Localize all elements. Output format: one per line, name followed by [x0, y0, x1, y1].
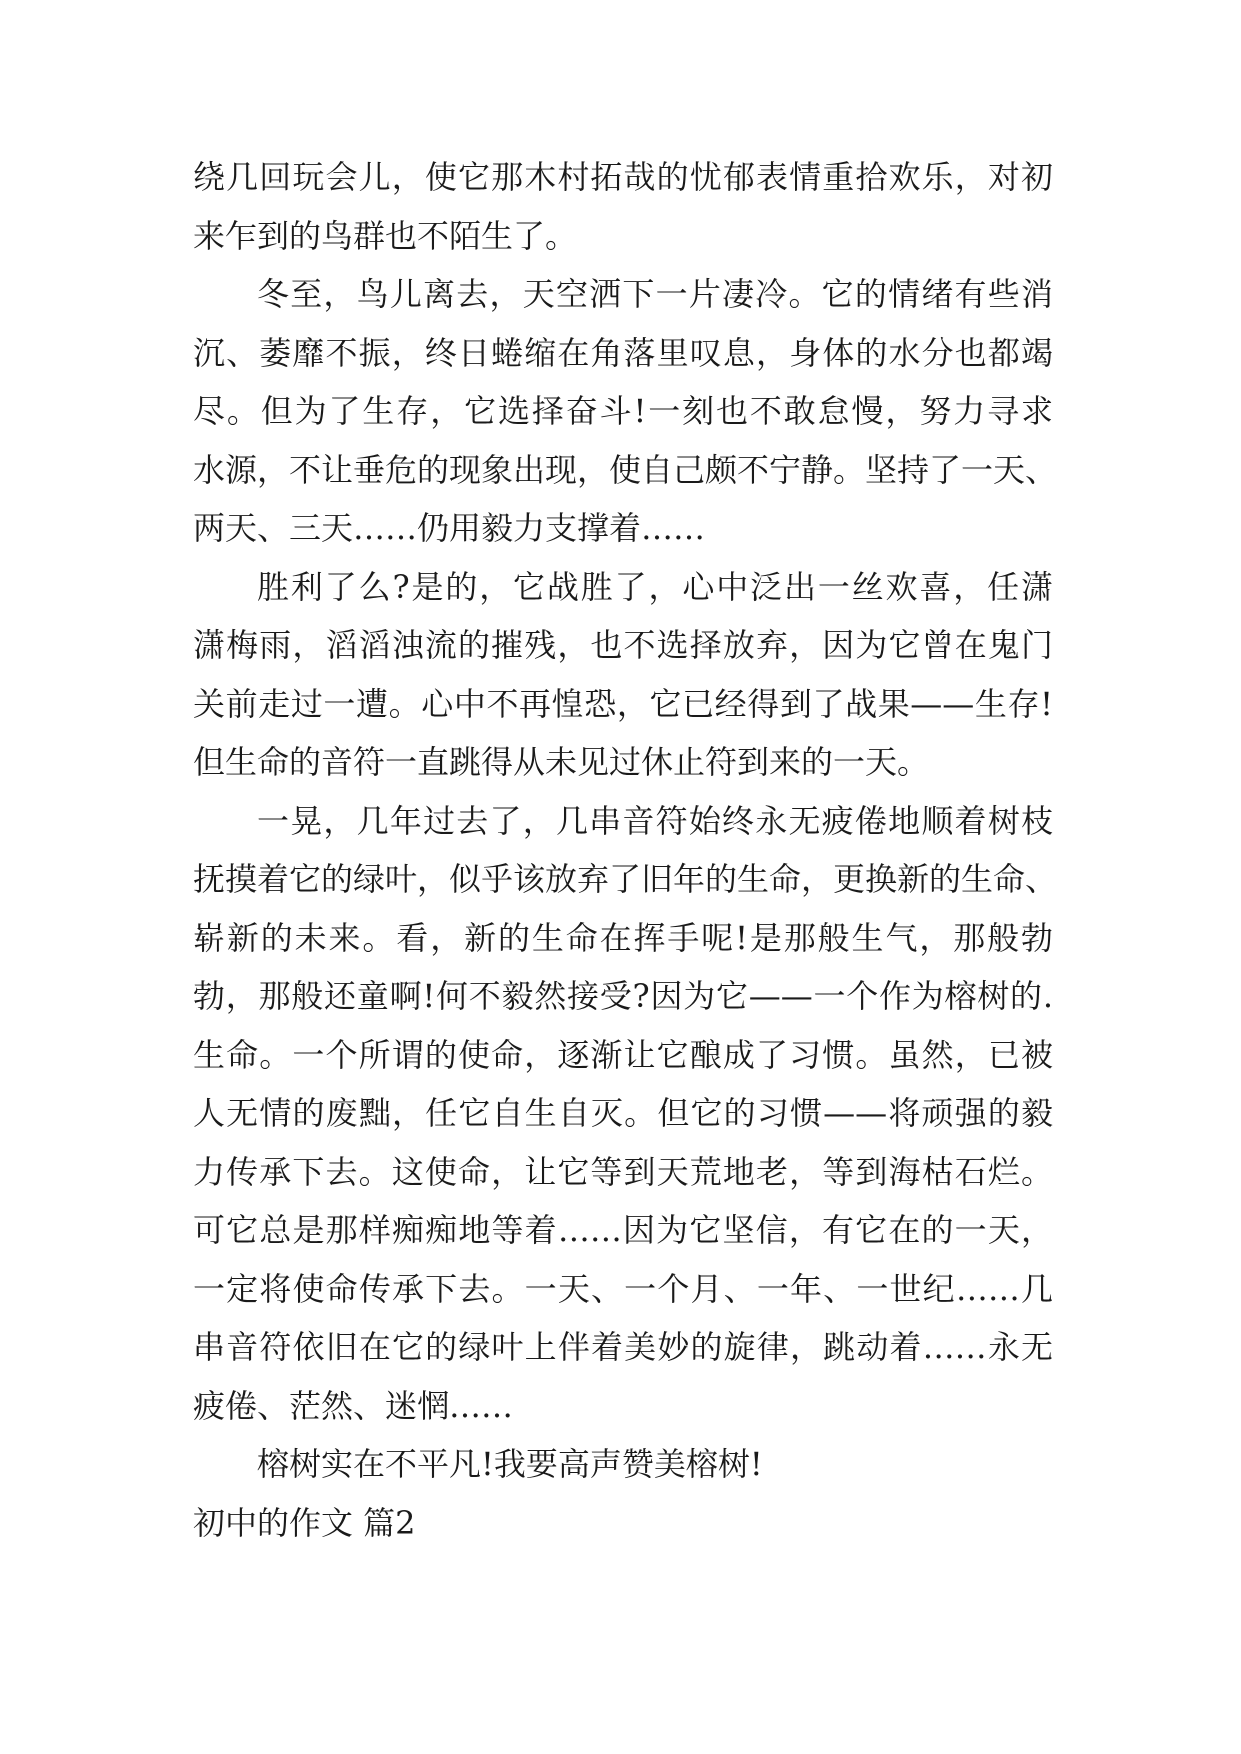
text-line-17: 人无情的废黜，任它自生自灭。但它的习惯——将顽强的毅 [193, 1094, 1053, 1132]
section-heading: 初中的作文 篇2 [193, 1503, 416, 1542]
text-line-19: 可它总是那样痴痴地等着……因为它坚信，有它在的一天， [193, 1211, 1053, 1249]
text-line-18: 力传承下去。这使命，让它等到天荒地老，等到海枯石烂。 [193, 1152, 1053, 1191]
text-line-9: 潇梅雨，滔滔浊流的摧残，也不选择放弃，因为它曾在鬼门 [193, 626, 1053, 664]
text-line-10: 关前走过一遭。心中不再惶恐，它已经得到了战果——生存! [193, 684, 1053, 723]
text-line-12: 一晃，几年过去了，几串音符始终永无疲倦地顺着树枝 [257, 801, 1053, 840]
document-body [193, 148, 1058, 1552]
text-line-6: 水源，不让垂危的现象出现，使自己颇不宁静。坚持了一天、 [193, 450, 1058, 489]
text-line-20: 一定将使命传承下去。一天、一个月、一年、一世纪……几 [193, 1269, 1053, 1308]
text-line-1: 绕几回玩会儿，使它那木村拓哉的忧郁表情重拾欢乐，对初 [193, 158, 1053, 196]
text-line-3: 冬至，鸟儿离去，天空洒下一片凄冷。它的情绪有些消 [257, 275, 1053, 313]
text-line-2: 来乍到的鸟群也不陌生了。 [193, 216, 578, 255]
text-line-5: 尽。但为了生存，它选择奋斗!一刻也不敢怠慢，努力寻求 [193, 392, 1053, 430]
text-line-22: 疲倦、茫然、迷惘…… [193, 1386, 514, 1425]
text-line-15: 勃，那般还童啊!何不毅然接受?因为它——一个作为榕树的. [193, 977, 1053, 1015]
text-line-23: 榕树实在不平凡!我要高声赞美榕树! [257, 1445, 763, 1483]
text-line-13: 抚摸着它的绿叶，似乎该放弃了旧年的生命，更换新的生命、 [193, 860, 1058, 898]
text-line-7: 两天、三天……仍用毅力支撑着…… [193, 509, 706, 547]
text-line-8: 胜利了么?是的，它战胜了，心中泛出一丝欢喜，任潇 [257, 567, 1053, 606]
text-line-11: 但生命的音符一直跳得从未见过休止符到来的一天。 [193, 743, 930, 781]
text-line-16: 生命。一个所谓的使命，逐渐让它酿成了习惯。虽然，已被 [193, 1035, 1053, 1074]
text-line-14: 崭新的未来。看，新的生命在挥手呢!是那般生气，那般勃 [193, 918, 1053, 957]
text-line-4: 沉、萎靡不振，终日蜷缩在角落里叹息，身体的水分也都竭 [193, 333, 1053, 372]
text-line-21: 串音符依旧在它的绿叶上伴着美妙的旋律，跳动着……永无 [193, 1328, 1053, 1366]
